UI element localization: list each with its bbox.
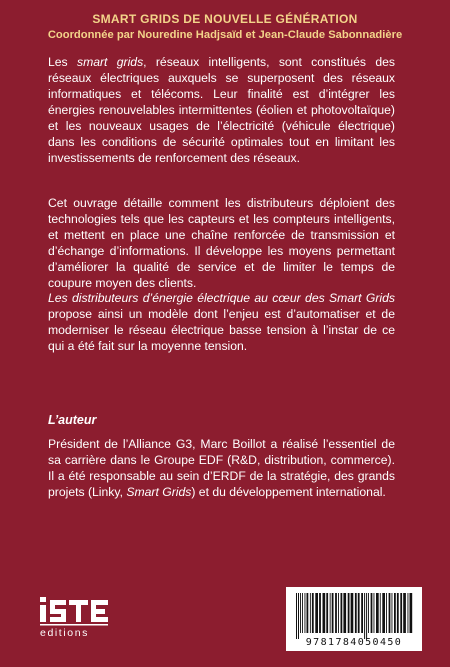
- barcode-bar: [307, 593, 309, 633]
- barcode-bar: [371, 593, 373, 633]
- barcode-bar: [403, 593, 406, 633]
- barcode-bar: [400, 593, 402, 633]
- author-bio: [48, 436, 395, 500]
- barcode-bar: [330, 593, 331, 633]
- description-paragraph-2: Cet ouvrage détaille comment les distributeurs déploient des technologies tels que les capteurs et les compteurs intelligents, et mettent en place une chaîne renforcée de transmission et d’échange d’informations. Il développe les moyens permettant d’améliorer la qualité de service et de limiter le temps de coupure moyen des clients.: [48, 196, 395, 290]
- barcode-bar: [315, 593, 318, 633]
- barcode-bar: [368, 593, 369, 633]
- text-span: , réseaux intelligents, sont constitués des réseaux électriques auxquels se superposent des réseaux informatiques et télécoms. Leur finalité est d’intégrer les énergies renouvelables intermittentes (éolien et photovoltaïque) et les nouveaux usages de l’électricité (véhicule électrique) dans les conditions de sécurité optimales tout en limitant les investissements de renforcement des réseaux.: [48, 55, 395, 165]
- barcode-bar: [364, 593, 365, 639]
- author-heading: L’auteur: [48, 413, 97, 427]
- barcode-bar: [389, 593, 391, 633]
- text-span: Président de l’Alliance G3, Marc Boillot a réalisé l’essentiel de sa carrière dans le Groupe EDF (R&D, distribution, commerce). Il a été responsable au sein d’ERDF de la stratégie, des grands projets (Linky,: [48, 437, 395, 499]
- emphasis-span: Smart Grids: [126, 485, 192, 499]
- barcode-bar: [341, 593, 343, 633]
- barcode-bar: [310, 593, 311, 633]
- barcode-bar: [410, 593, 413, 633]
- text-span: Les: [48, 55, 77, 69]
- emphasis-span: Les distributeurs d’énergie électrique au cœur des Smart Grids: [48, 291, 395, 305]
- barcode-bar: [343, 593, 346, 633]
- barcode-bar: [380, 593, 381, 633]
- iste-editions-logo: [38, 596, 148, 638]
- barcode-bar: [386, 593, 387, 633]
- barcode-bar: [305, 593, 306, 633]
- barcode-bar: [296, 593, 297, 639]
- barcode-bars: [286, 591, 422, 641]
- barcode-bar: [298, 593, 299, 639]
- barcode-bar: [335, 593, 337, 633]
- barcode-bar: [348, 593, 350, 633]
- description-paragraph-1: [48, 54, 395, 166]
- barcode-bar: [397, 593, 399, 633]
- book-title: SMART GRIDS DE NOUVELLE GÉNÉRATION: [92, 12, 358, 26]
- isbn-number: 9781784050450: [305, 637, 403, 648]
- barcode-bar: [382, 593, 385, 633]
- barcode-bar: [392, 593, 393, 633]
- barcode-bar: [300, 593, 301, 633]
- barcode-bar: [376, 593, 379, 633]
- barcode-bar: [394, 593, 396, 633]
- book-editors: Coordonnée par Nouredine Hadjsaïd et Jean-Claude Sabonnadière: [47, 29, 403, 41]
- logo-subtitle: editions: [40, 627, 89, 638]
- barcode-bar: [332, 593, 334, 633]
- barcode-bar: [358, 593, 360, 633]
- barcode-bar: [361, 593, 363, 633]
- barcode-bar: [374, 593, 375, 633]
- barcode-bar: [302, 593, 303, 633]
- text-span: ) et du développement international.: [191, 485, 386, 499]
- barcode-bar: [319, 593, 321, 633]
- barcode-bar: [326, 593, 328, 633]
- barcode-bar: [408, 593, 409, 633]
- barcode-bar: [312, 593, 314, 633]
- barcode-bar: [351, 593, 354, 633]
- barcode-bar: [323, 593, 326, 633]
- text-span: propose ainsi un modèle dont l’enjeu est d’automatiser et de moderniser le réseau électrique basse tension à l’instar de ce qui a été fait sur la moyenne tension.: [48, 307, 395, 353]
- barcode: [286, 587, 422, 651]
- cover-header: [0, 12, 450, 41]
- barcode-bar: [366, 593, 367, 639]
- barcode-bar: [338, 593, 339, 633]
- description-paragraph-3: [48, 290, 395, 354]
- emphasis-span: smart grids: [76, 55, 144, 69]
- barcode-bar: [355, 593, 357, 633]
